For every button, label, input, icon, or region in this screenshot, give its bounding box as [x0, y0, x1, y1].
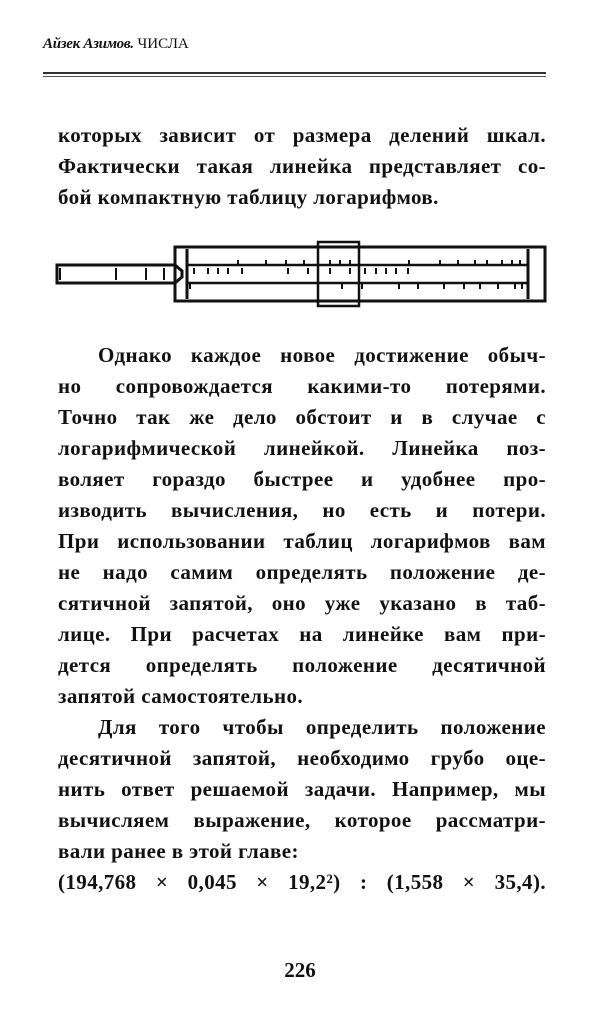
header-author: Айзек Азимов.	[43, 36, 134, 52]
formula-line: (194,768 × 0,045 × 19,2²) : (1,558 × 35,4).	[58, 870, 546, 894]
paragraph-1	[58, 120, 546, 213]
header-rule	[43, 72, 546, 74]
stator-edge	[187, 249, 528, 299]
text-line: сятичной запятой, оно уже указано в таб-	[58, 591, 546, 615]
running-header	[43, 36, 189, 53]
text-line: не надо самим определять положение де-	[58, 560, 546, 584]
header-rule-thin	[43, 76, 546, 77]
paragraph-2	[58, 340, 546, 898]
text-line: нить ответ решаемой задачи. Например, мы	[58, 777, 546, 801]
text-line: запятой самостоятельно.	[58, 684, 304, 708]
text-line: Точно так же дело обстоит и в случае с	[58, 405, 546, 429]
text-line: но сопровождается какими-то потерями.	[58, 374, 546, 398]
text-line: Фактически такая линейка представляет со-	[58, 154, 546, 178]
text-line: вали ранее в этой главе:	[58, 839, 299, 863]
slide-rule-illustration	[50, 236, 550, 312]
text-line: дется определять положение десятичной	[58, 653, 546, 677]
text-line: вычисляем выражение, которое рассматри-	[58, 808, 546, 832]
text-line: При использовании таблиц логарифмов вам	[58, 529, 546, 553]
cursor-window	[318, 242, 359, 306]
text-line: воляет гораздо быстрее и удобнее про-	[58, 467, 546, 491]
page-number: 226	[284, 958, 316, 982]
text-line: Однако каждое новое достижение обыч-	[98, 343, 546, 367]
text-line: бой компактную таблицу логарифмов.	[58, 185, 439, 209]
header-title: ЧИСЛА	[137, 36, 189, 52]
text-line: лице. При расчетах на линейке вам при-	[58, 622, 546, 646]
text-line: Для того чтобы определить положение	[98, 715, 546, 739]
text-line: изводить вычисления, но есть и потери.	[58, 498, 546, 522]
text-line: логарифмической линейкой. Линейка поз-	[58, 436, 546, 460]
text-line: десятичной запятой, необходимо грубо оце-	[58, 746, 546, 770]
text-line: которых зависит от размера делений шкал.	[58, 123, 546, 147]
